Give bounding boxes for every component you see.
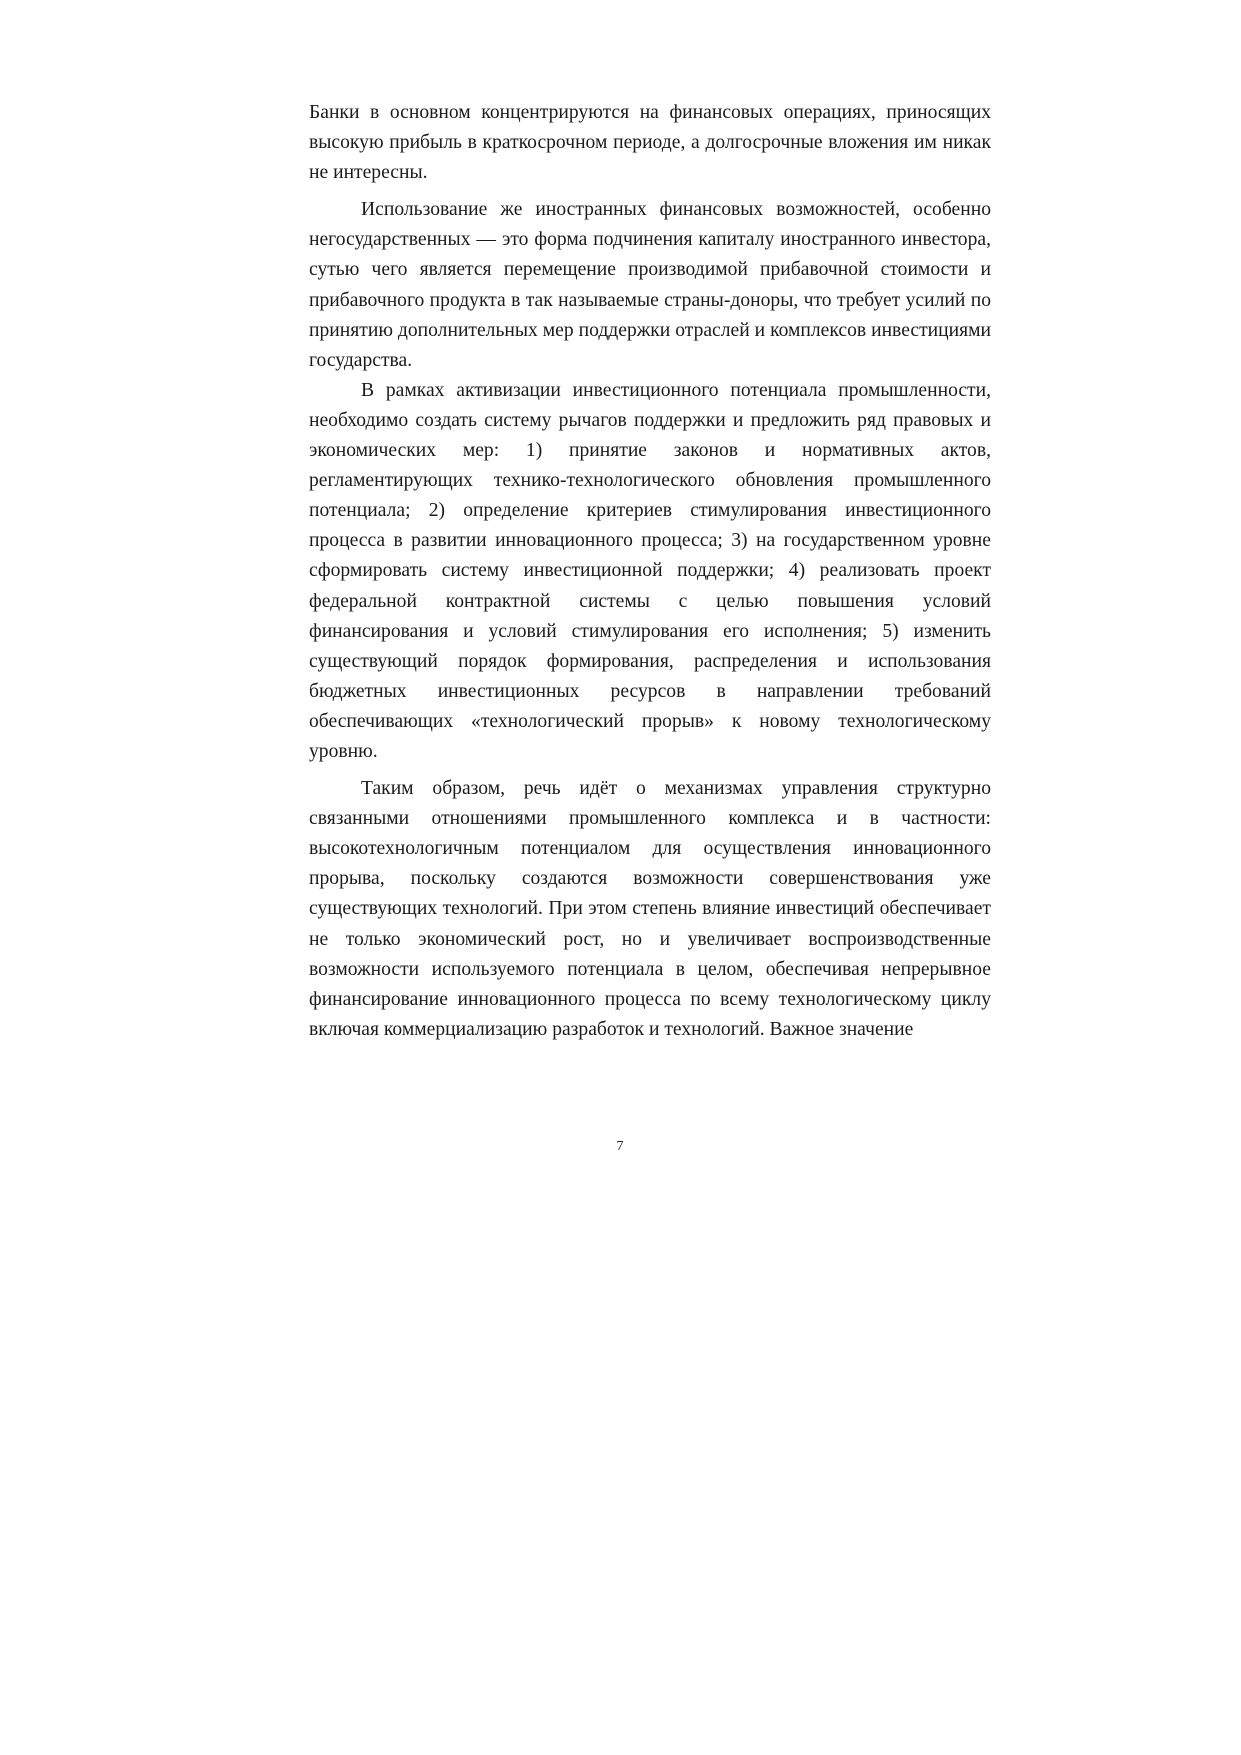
paragraph-mechanisms: Таким образом, речь идёт о механизмах управления структурно связанными отношениями промышленного комплекса и в частности: высокотехнологичным потенциалом для осуществления инновационного прорыва, поскольку создаются возможности совершенствования уже существующих технологий. При этом степень влияние инвестиций обеспечивает не только экономический рост, но и увеличивает воспроизводственные возможности используемого потенциала в целом, обеспечивая непрерывное финансирование инновационного процесса по всему технологическому циклу включая коммерциализацию разработок и технологий. Важное значение bbox=[309, 778, 991, 1040]
paragraph-foreign-finance: Использование же иностранных финансовых возможностей, особенно негосударственных — это форма подчинения капиталу иностранного инвестора, сутью чего является перемещение производимой прибавочной стоимости и прибавочного продукта в так называемые страны-доноры, что требует усилий по принятию дополнительных мер поддержки отраслей и комплексов инвестициями государства. bbox=[309, 199, 991, 371]
body-text bbox=[309, 98, 991, 1045]
page-number: 7 bbox=[616, 1139, 624, 1154]
paragraph-banks: Банки в основном концентрируются на финансовых операциях, приносящих высокую прибыль в краткосрочном периоде, а долгосрочные вложения им никак не интересны. bbox=[309, 102, 991, 184]
paragraph-investment-potential: В рамках активизации инвестиционного потенциала промышленности, необходимо создать систему рычагов поддержки и предложить ряд правовых и экономических мер: 1) принятие законов и нормативных актов, регламентирующих технико-технологического обновления промышленного потенциала; 2) определение критериев стимулирования инвестиционного процесса в развитии инновационного процесса; 3) на государственном уровне сформировать систему инвестиционной поддержки; 4) реализовать проект федеральной контрактной системы с целью повышения условий финансирования и условий стимулирования его исполнения; 5) изменить существующий порядок формирования, распределения и использования бюджетных инвестиционных ресурсов в направлении требований обеспечивающих «технологический прорыв» к новому технологическому уровню. bbox=[309, 379, 991, 762]
